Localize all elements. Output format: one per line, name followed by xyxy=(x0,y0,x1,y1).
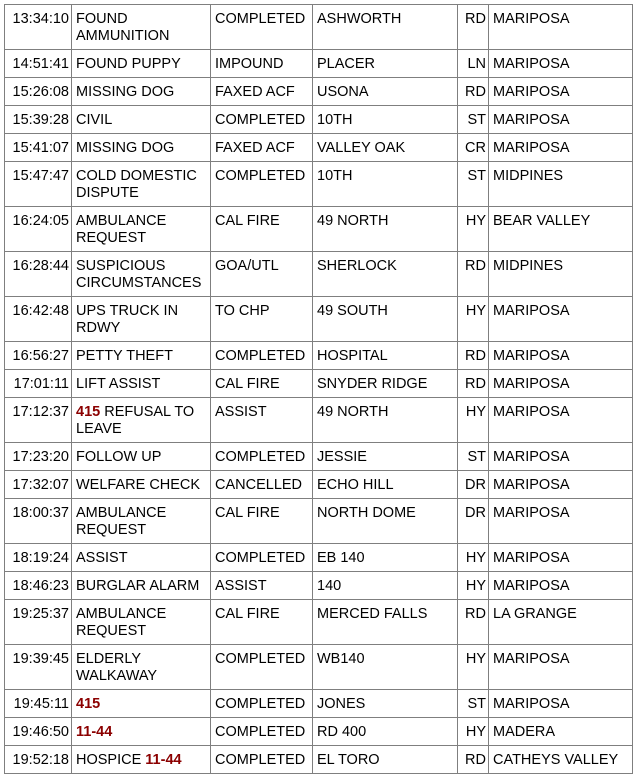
city-cell: MARIPOSA xyxy=(489,342,633,370)
table-row xyxy=(5,544,633,572)
disposition-cell: CANCELLED xyxy=(211,471,313,499)
street-suffix-cell: HY xyxy=(458,572,489,600)
disposition-cell: COMPLETED xyxy=(211,645,313,690)
disposition-cell: COMPLETED xyxy=(211,443,313,471)
city-cell: MARIPOSA xyxy=(489,572,633,600)
street-cell: NORTH DOME xyxy=(313,499,458,544)
call-type-cell xyxy=(72,370,211,398)
time-cell: 18:19:24 xyxy=(5,544,72,572)
table-row xyxy=(5,499,633,544)
city-cell: MARIPOSA xyxy=(489,5,633,50)
time-cell: 17:01:11 xyxy=(5,370,72,398)
city-cell: MARIPOSA xyxy=(489,134,633,162)
street-suffix-cell: RD xyxy=(458,252,489,297)
call-type-text: AMBULANCE REQUEST xyxy=(76,505,171,538)
call-type-text: MISSING DOG xyxy=(76,140,175,156)
disposition-cell: GOA/UTL xyxy=(211,252,313,297)
street-cell: USONA xyxy=(313,78,458,106)
call-type-text: FOUND PUPPY xyxy=(76,56,181,72)
table-row xyxy=(5,106,633,134)
table-row xyxy=(5,252,633,297)
call-type-text: MISSING DOG xyxy=(76,84,175,100)
street-cell: MERCED FALLS xyxy=(313,600,458,645)
call-type-cell xyxy=(72,106,211,134)
table-row xyxy=(5,370,633,398)
call-type-text: UPS TRUCK IN RDWY xyxy=(76,303,183,336)
time-cell: 14:51:41 xyxy=(5,50,72,78)
street-suffix-cell: ST xyxy=(458,162,489,207)
table-row xyxy=(5,443,633,471)
street-suffix-cell: HY xyxy=(458,718,489,746)
call-type-text: PETTY THEFT xyxy=(76,348,173,364)
disposition-cell: ASSIST xyxy=(211,572,313,600)
street-suffix-cell: HY xyxy=(458,645,489,690)
call-type-cell xyxy=(72,499,211,544)
call-type-cell xyxy=(72,746,211,774)
call-type-cell xyxy=(72,471,211,499)
call-type-text: AMBULANCE REQUEST xyxy=(76,213,171,246)
street-suffix-cell: ST xyxy=(458,690,489,718)
call-type-text: AMBULANCE REQUEST xyxy=(76,606,171,639)
street-cell: JONES xyxy=(313,690,458,718)
street-cell: 49 NORTH xyxy=(313,207,458,252)
street-cell: JESSIE xyxy=(313,443,458,471)
city-cell: BEAR VALLEY xyxy=(489,207,633,252)
street-suffix-cell: CR xyxy=(458,134,489,162)
table-row xyxy=(5,718,633,746)
call-type-text: COLD DOMESTIC DISPUTE xyxy=(76,168,201,201)
street-suffix-cell: RD xyxy=(458,746,489,774)
call-type-text: CIVIL xyxy=(76,112,113,128)
city-cell: MARIPOSA xyxy=(489,370,633,398)
disposition-cell: CAL FIRE xyxy=(211,600,313,645)
penal-code: 11-44 xyxy=(76,724,113,740)
time-cell: 17:12:37 xyxy=(5,398,72,443)
city-cell: MARIPOSA xyxy=(489,690,633,718)
call-type-cell xyxy=(72,78,211,106)
street-cell: SHERLOCK xyxy=(313,252,458,297)
street-suffix-cell: RD xyxy=(458,342,489,370)
city-cell: MARIPOSA xyxy=(489,645,633,690)
street-suffix-cell: RD xyxy=(458,600,489,645)
city-cell: MARIPOSA xyxy=(489,50,633,78)
call-type-cell xyxy=(72,134,211,162)
call-type-cell xyxy=(72,544,211,572)
table-row xyxy=(5,645,633,690)
call-type-cell xyxy=(72,718,211,746)
time-cell: 18:46:23 xyxy=(5,572,72,600)
disposition-cell: ASSIST xyxy=(211,398,313,443)
disposition-cell: CAL FIRE xyxy=(211,370,313,398)
city-cell: MARIPOSA xyxy=(489,544,633,572)
time-cell: 19:25:37 xyxy=(5,600,72,645)
call-type-text: WELFARE CHECK xyxy=(76,477,201,493)
street-suffix-cell: HY xyxy=(458,398,489,443)
call-type-text: REFUSAL TO LEAVE xyxy=(76,404,199,437)
table-row xyxy=(5,297,633,342)
city-cell: MARIPOSA xyxy=(489,499,633,544)
street-suffix-cell: RD xyxy=(458,5,489,50)
disposition-cell: COMPLETED xyxy=(211,544,313,572)
street-suffix-cell: ST xyxy=(458,443,489,471)
call-type-cell xyxy=(72,572,211,600)
call-type-cell xyxy=(72,690,211,718)
table-row xyxy=(5,398,633,443)
street-cell: WB140 xyxy=(313,645,458,690)
table-row xyxy=(5,572,633,600)
table-row xyxy=(5,690,633,718)
time-cell: 19:46:50 xyxy=(5,718,72,746)
street-cell: 49 SOUTH xyxy=(313,297,458,342)
disposition-cell: COMPLETED xyxy=(211,718,313,746)
time-cell: 19:39:45 xyxy=(5,645,72,690)
city-cell: MIDPINES xyxy=(489,162,633,207)
city-cell: MADERA xyxy=(489,718,633,746)
time-cell: 19:45:11 xyxy=(5,690,72,718)
time-cell: 16:24:05 xyxy=(5,207,72,252)
street-cell: SNYDER RIDGE xyxy=(313,370,458,398)
call-type-cell xyxy=(72,600,211,645)
call-type-cell xyxy=(72,252,211,297)
time-cell: 15:39:28 xyxy=(5,106,72,134)
street-cell: RD 400 xyxy=(313,718,458,746)
time-cell: 19:52:18 xyxy=(5,746,72,774)
table-row xyxy=(5,5,633,50)
city-cell: CATHEYS VALLEY xyxy=(489,746,633,774)
call-type-cell xyxy=(72,398,211,443)
time-cell: 17:23:20 xyxy=(5,443,72,471)
street-suffix-cell: ST xyxy=(458,106,489,134)
time-cell: 15:41:07 xyxy=(5,134,72,162)
call-log-body xyxy=(5,5,633,774)
table-row xyxy=(5,78,633,106)
disposition-cell: CAL FIRE xyxy=(211,207,313,252)
street-cell: 10TH xyxy=(313,106,458,134)
street-cell: HOSPITAL xyxy=(313,342,458,370)
call-type-cell xyxy=(72,50,211,78)
time-cell: 16:56:27 xyxy=(5,342,72,370)
city-cell: MARIPOSA xyxy=(489,297,633,342)
street-suffix-cell: RD xyxy=(458,370,489,398)
city-cell: MARIPOSA xyxy=(489,78,633,106)
street-cell: 10TH xyxy=(313,162,458,207)
disposition-cell: TO CHP xyxy=(211,297,313,342)
time-cell: 13:34:10 xyxy=(5,5,72,50)
disposition-cell: FAXED ACF xyxy=(211,78,313,106)
call-type-text: LIFT ASSIST xyxy=(76,376,161,392)
call-type-text: SUSPICIOUS CIRCUMSTANCES xyxy=(76,258,202,291)
table-row xyxy=(5,134,633,162)
call-type-cell xyxy=(72,645,211,690)
time-cell: 15:26:08 xyxy=(5,78,72,106)
time-cell: 17:32:07 xyxy=(5,471,72,499)
disposition-cell: COMPLETED xyxy=(211,162,313,207)
call-type-cell xyxy=(72,207,211,252)
penal-code: 11-44 xyxy=(145,752,182,768)
call-log-table xyxy=(4,4,633,774)
call-type-text: HOSPICE xyxy=(76,752,146,768)
time-cell: 18:00:37 xyxy=(5,499,72,544)
disposition-cell: COMPLETED xyxy=(211,5,313,50)
city-cell: MARIPOSA xyxy=(489,471,633,499)
street-cell: 49 NORTH xyxy=(313,398,458,443)
street-cell: VALLEY OAK xyxy=(313,134,458,162)
disposition-cell: COMPLETED xyxy=(211,746,313,774)
city-cell: MARIPOSA xyxy=(489,106,633,134)
table-row xyxy=(5,342,633,370)
street-suffix-cell: RD xyxy=(458,78,489,106)
time-cell: 16:28:44 xyxy=(5,252,72,297)
disposition-cell: FAXED ACF xyxy=(211,134,313,162)
call-type-text: FOUND AMMUNITION xyxy=(76,11,170,44)
disposition-cell: COMPLETED xyxy=(211,342,313,370)
time-cell: 16:42:48 xyxy=(5,297,72,342)
table-row xyxy=(5,746,633,774)
street-cell: EB 140 xyxy=(313,544,458,572)
table-row xyxy=(5,50,633,78)
street-suffix-cell: DR xyxy=(458,499,489,544)
call-type-text: ELDERLY WALKAWAY xyxy=(76,651,158,684)
street-suffix-cell: DR xyxy=(458,471,489,499)
street-cell: EL TORO xyxy=(313,746,458,774)
table-row xyxy=(5,600,633,645)
street-cell: PLACER xyxy=(313,50,458,78)
penal-code: 415 xyxy=(76,404,101,420)
city-cell: MARIPOSA xyxy=(489,398,633,443)
city-cell: LA GRANGE xyxy=(489,600,633,645)
call-type-cell xyxy=(72,162,211,207)
call-type-cell xyxy=(72,297,211,342)
call-type-text: BURGLAR ALARM xyxy=(76,578,200,594)
street-suffix-cell: HY xyxy=(458,207,489,252)
disposition-cell: COMPLETED xyxy=(211,106,313,134)
table-row xyxy=(5,207,633,252)
disposition-cell: CAL FIRE xyxy=(211,499,313,544)
penal-code: 415 xyxy=(76,696,101,712)
table-row xyxy=(5,471,633,499)
call-type-cell xyxy=(72,342,211,370)
call-type-cell xyxy=(72,443,211,471)
disposition-cell: IMPOUND xyxy=(211,50,313,78)
street-cell: 140 xyxy=(313,572,458,600)
call-type-cell xyxy=(72,5,211,50)
call-type-text: ASSIST xyxy=(76,550,128,566)
street-suffix-cell: LN xyxy=(458,50,489,78)
street-cell: ASHWORTH xyxy=(313,5,458,50)
street-suffix-cell: HY xyxy=(458,297,489,342)
street-cell: ECHO HILL xyxy=(313,471,458,499)
call-type-text: FOLLOW UP xyxy=(76,449,162,465)
city-cell: MIDPINES xyxy=(489,252,633,297)
city-cell: MARIPOSA xyxy=(489,443,633,471)
street-suffix-cell: HY xyxy=(458,544,489,572)
time-cell: 15:47:47 xyxy=(5,162,72,207)
disposition-cell: COMPLETED xyxy=(211,690,313,718)
table-row xyxy=(5,162,633,207)
